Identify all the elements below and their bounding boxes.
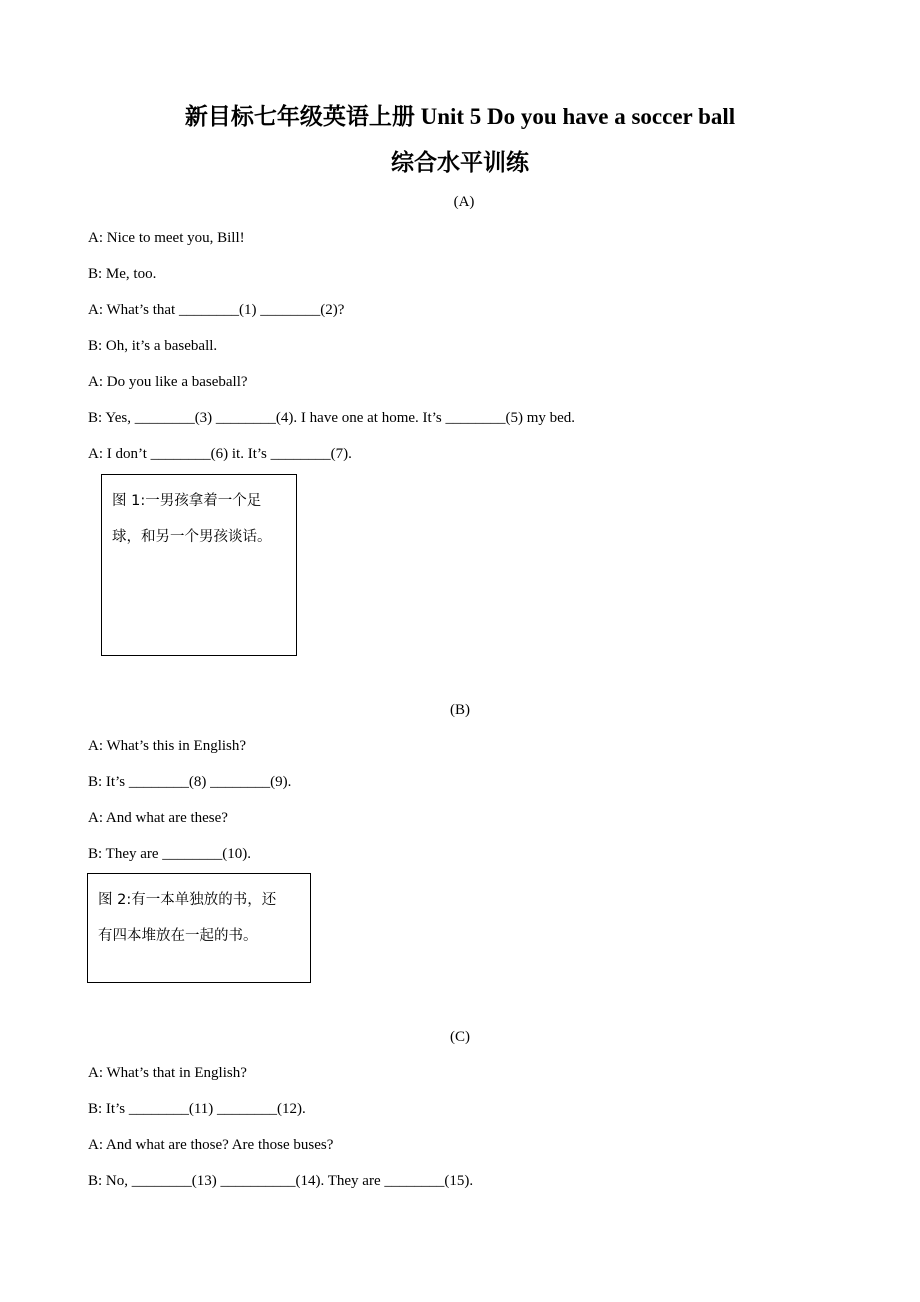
dialogue-line: A: What’s this in English? — [88, 738, 247, 754]
dialogue-line: A: I don’t ________(6) it. It’s ________(7). — [88, 446, 352, 462]
dialogue-line: B: It’s ________(8) ________(9). — [88, 774, 292, 790]
dialogue-line: A: And what are these? — [88, 810, 228, 826]
dialogue-line: A: Do you like a baseball? — [88, 374, 248, 390]
page-subtitle: 综合水平训练 — [391, 150, 529, 175]
dialogue-line: B: Me, too. — [88, 266, 157, 282]
figure-placeholder-2 — [87, 873, 311, 983]
dialogue-line: A: What’s that in English? — [88, 1065, 247, 1081]
page-title: 新目标七年级英语上册 Unit 5 Do you have a soccer ball — [184, 104, 736, 129]
figure-placeholder-1 — [101, 474, 297, 656]
dialogue-line: A: And what are those? Are those buses? — [88, 1137, 334, 1153]
figure-caption-line: 有四本堆放在一起的书。 — [98, 928, 258, 944]
dialogue-line: B: It’s ________(11) ________(12). — [88, 1101, 306, 1117]
dialogue-line: B: They are ________(10). — [88, 846, 252, 862]
section-label-b: (B) — [450, 702, 470, 718]
figure-caption-line: 球，和另一个男孩谈话。 — [112, 529, 272, 545]
section-label-a: (A) — [453, 194, 475, 210]
figure-caption-line: 图 2:有一本单独放的书，还 — [98, 892, 277, 908]
dialogue-line: A: Nice to meet you, Bill! — [88, 230, 245, 246]
dialogue-line: A: What’s that ________(1) ________(2)? — [88, 302, 345, 318]
dialogue-line: B: No, ________(13) __________(14). They are ________(15). — [88, 1173, 474, 1189]
figure-caption-line: 图 1:一男孩拿着一个足 — [112, 493, 262, 509]
dialogue-line: B: Yes, ________(3) ________(4). I have one at home. It’s ________(5) my bed. — [88, 410, 576, 426]
section-label-c: (C) — [450, 1029, 470, 1045]
dialogue-line: B: Oh, it’s a baseball. — [88, 338, 218, 354]
